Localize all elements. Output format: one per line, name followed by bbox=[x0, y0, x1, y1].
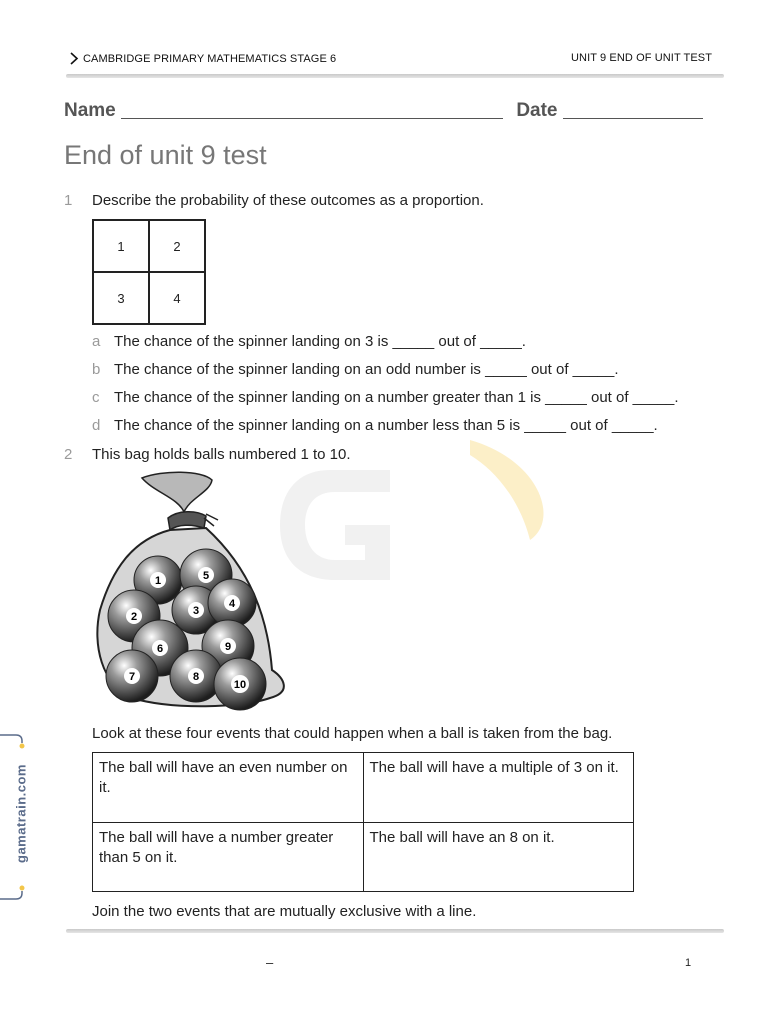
event-cell[interactable]: The ball will have an 8 on it. bbox=[363, 822, 634, 892]
part-letter: d bbox=[92, 417, 101, 434]
part-text: The chance of the spinner landing on an odd number is _____ out of _____. bbox=[114, 361, 619, 378]
question-number: 1 bbox=[64, 192, 73, 209]
header-divider bbox=[66, 74, 724, 78]
date-label: Date bbox=[516, 100, 558, 121]
header-course-title: CAMBRIDGE PRIMARY MATHEMATICS STAGE 6 bbox=[83, 52, 337, 65]
event-cell[interactable]: The ball will have a multiple of 3 on it. bbox=[363, 753, 634, 823]
page-number: 1 bbox=[685, 957, 692, 969]
spinner-cell: 3 bbox=[93, 272, 149, 324]
part-letter: c bbox=[92, 389, 100, 406]
question-part bbox=[92, 417, 658, 434]
ball-label: 1 bbox=[154, 575, 162, 587]
events-intro: Look at these four events that could happen when a ball is taken from the bag. bbox=[92, 725, 613, 742]
name-field-line[interactable] bbox=[121, 118, 503, 119]
instruction-text: Join the two events that are mutually exclusive with a line. bbox=[92, 903, 477, 920]
event-cell[interactable]: The ball will have a number greater than 5 on it. bbox=[93, 822, 364, 892]
header-left bbox=[70, 52, 336, 65]
page-title: End of unit 9 test bbox=[64, 140, 267, 170]
spinner-cell: 1 bbox=[93, 220, 149, 272]
chevron-right-icon bbox=[70, 52, 79, 65]
ball-label: 3 bbox=[192, 605, 200, 617]
question-text: This bag holds balls numbered 1 to 10. bbox=[92, 446, 351, 463]
ball-label: 2 bbox=[130, 611, 138, 623]
ball-label: 4 bbox=[228, 598, 236, 610]
table-row bbox=[93, 822, 634, 892]
events-table bbox=[92, 752, 634, 892]
spinner-cell: 4 bbox=[149, 272, 205, 324]
spinner-grid bbox=[92, 219, 206, 325]
side-badge-text[interactable]: gamatrain.com bbox=[13, 764, 29, 863]
question-number: 2 bbox=[64, 446, 73, 463]
ball-label: 7 bbox=[128, 671, 136, 683]
part-text: The chance of the spinner landing on 3 is _____ out of _____. bbox=[114, 333, 526, 350]
question-text: Describe the probability of these outcomes as a proportion. bbox=[92, 192, 484, 209]
question-part bbox=[92, 333, 526, 350]
question-part bbox=[92, 361, 619, 378]
name-date-row bbox=[64, 100, 703, 122]
date-field-line[interactable] bbox=[563, 118, 703, 119]
event-cell[interactable]: The ball will have an even number on it. bbox=[93, 753, 364, 823]
footer-divider bbox=[66, 929, 724, 933]
table-row bbox=[93, 753, 634, 823]
part-letter: a bbox=[92, 333, 101, 350]
name-label: Name bbox=[64, 100, 116, 121]
part-text: The chance of the spinner landing on a number greater than 1 is _____ out of _____. bbox=[114, 389, 679, 406]
part-text: The chance of the spinner landing on a number less than 5 is _____ out of _____. bbox=[114, 417, 658, 434]
ball-label: 6 bbox=[156, 643, 164, 655]
question-part bbox=[92, 389, 679, 406]
ball-label: 5 bbox=[202, 570, 210, 582]
ball-label: 8 bbox=[192, 671, 200, 683]
ball-label: 10 bbox=[233, 679, 247, 691]
spinner-cell: 2 bbox=[149, 220, 205, 272]
part-letter: b bbox=[92, 361, 101, 378]
ball-label: 9 bbox=[224, 641, 232, 653]
ball-bag-illustration bbox=[92, 470, 292, 715]
footer-dash: – bbox=[266, 955, 274, 970]
header-unit-title: UNIT 9 END OF UNIT TEST bbox=[571, 52, 713, 64]
